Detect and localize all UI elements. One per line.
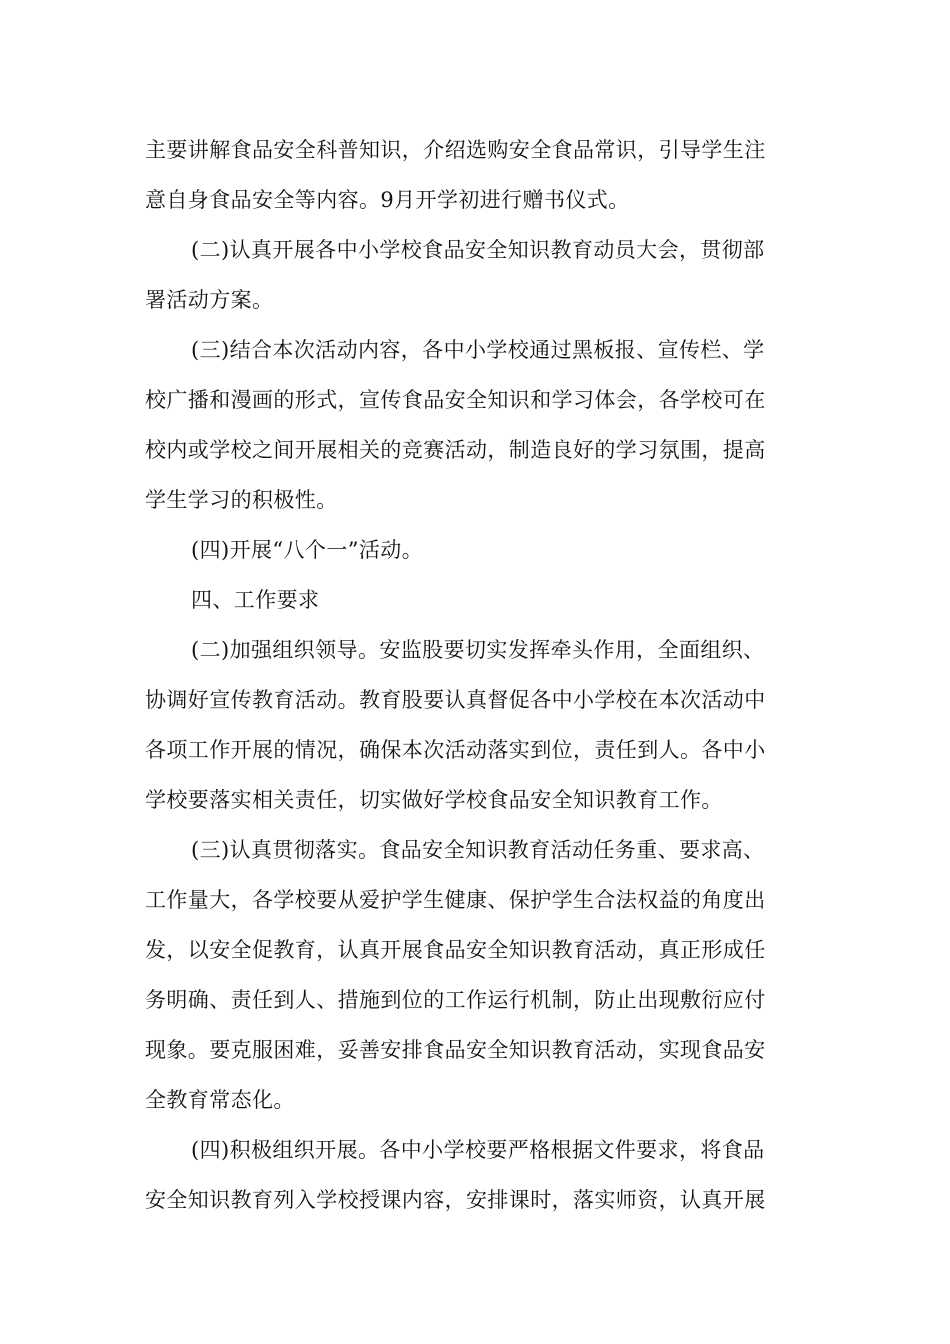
text-line: 校内或学校之间开展相关的竞赛活动，制造良好的学习氛围，提高 — [145, 438, 766, 462]
text-line: 现象。要克服困难，妥善安排食品安全知识教育活动，实现食品安 — [145, 1038, 766, 1062]
text-line: 工作量大，各学校要从爱护学生健康、保护学生合法权益的角度出 — [145, 888, 766, 912]
text-line: (四)开展“八个一”活动。 — [191, 538, 424, 562]
text-line: 意自身食品安全等内容。9月开学初进行赠书仪式。 — [145, 188, 630, 212]
text-line: 学校要落实相关责任，切实做好学校食品安全知识教育工作。 — [145, 788, 723, 812]
text-line: 主要讲解食品安全科普知识，介绍选购安全食品常识，引导学生注 — [145, 138, 766, 162]
section-heading: 四、工作要求 — [191, 588, 320, 612]
text-line: 安全知识教育列入学校授课内容，安排课时，落实师资，认真开展 — [145, 1188, 766, 1212]
text-line: 全教育常态化。 — [145, 1088, 295, 1112]
text-line: (四)积极组织开展。各中小学校要严格根据文件要求，将食品 — [191, 1138, 765, 1162]
text-line: (二)加强组织领导。安监股要切实发挥牵头作用，全面组织、 — [191, 638, 765, 662]
text-line: (三)认真贯彻落实。食品安全知识教育活动任务重、要求高、 — [191, 838, 765, 862]
text-line: 务明确、责任到人、措施到位的工作运行机制，防止出现敷衍应付 — [145, 988, 766, 1012]
text-line: (二)认真开展各中小学校食品安全知识教育动员大会，贯彻部 — [191, 238, 765, 262]
document-body — [145, 125, 807, 1225]
text-line: 校广播和漫画的形式，宣传食品安全知识和学习体会，各学校可在 — [145, 388, 766, 412]
text-line: 各项工作开展的情况，确保本次活动落实到位，责任到人。各中小 — [145, 738, 766, 762]
text-line: 协调好宣传教育活动。教育股要认真督促各中小学校在本次活动中 — [145, 688, 766, 712]
text-line: (三)结合本次活动内容，各中小学校通过黑板报、宣传栏、学 — [191, 338, 765, 362]
text-line: 发，以安全促教育，认真开展食品安全知识教育活动，真正形成任 — [145, 938, 766, 962]
text-line: 署活动方案。 — [145, 288, 274, 312]
text-line: 学生学习的积极性。 — [145, 488, 338, 512]
